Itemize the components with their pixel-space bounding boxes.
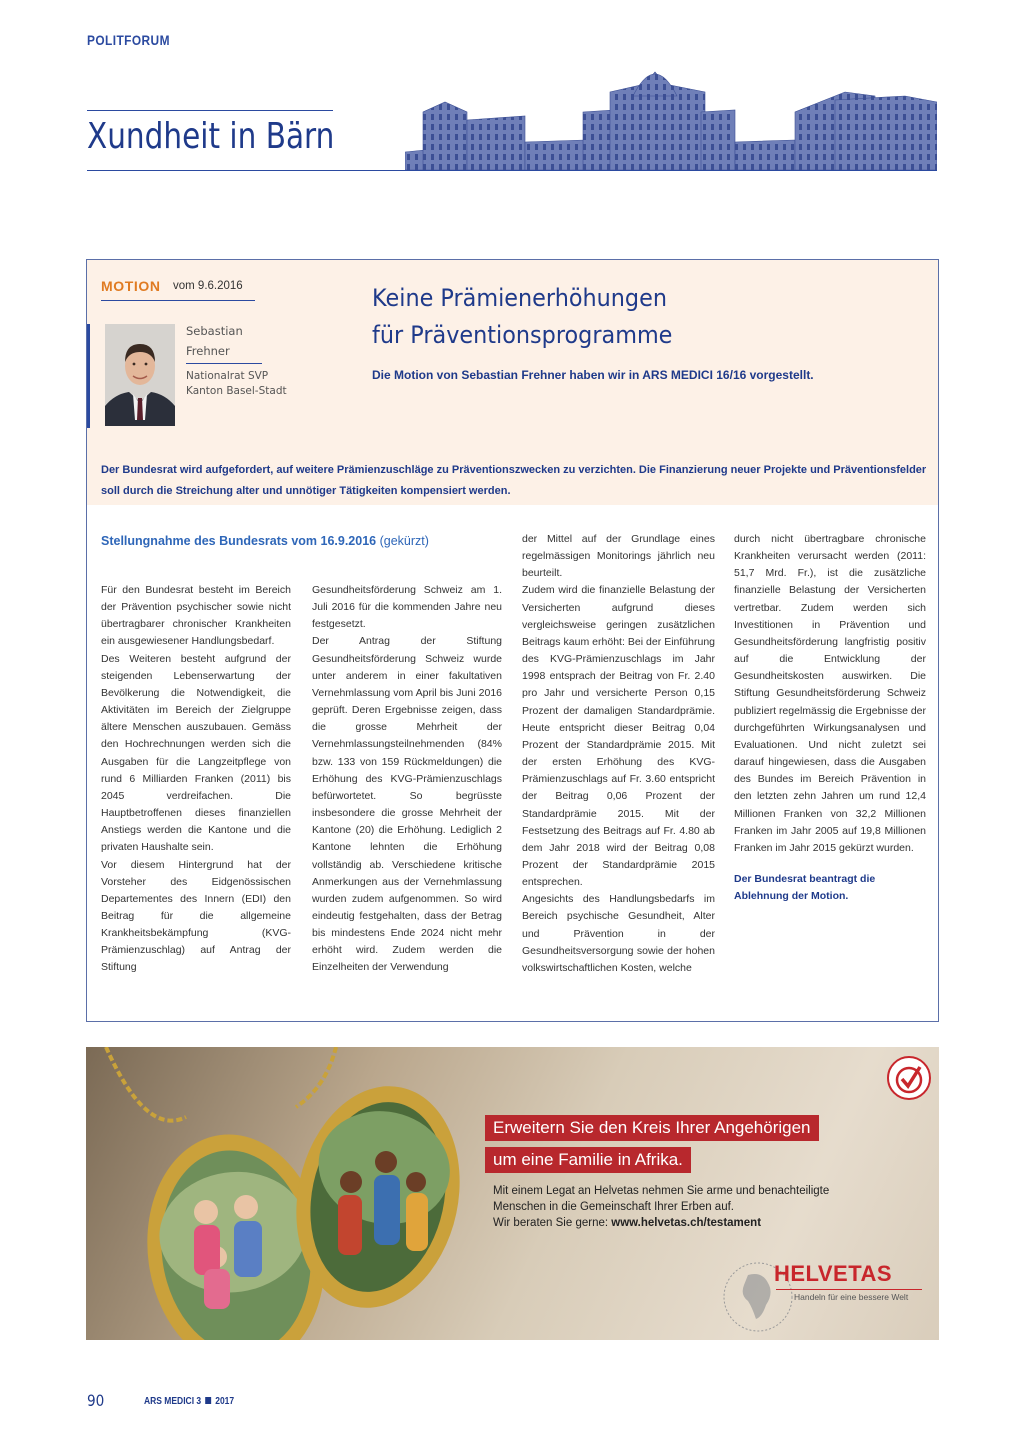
ad-body-line-3 [493,1215,913,1231]
person-canton: Kanton Basel-Stadt [186,385,287,397]
paragraph: Des Weiteren besteht aufgrund der steigenden Lebenserwartung der Bevölkerung die Notwendigkeit, die Aktivitäten im Bereich der Zielgruppe ältere Menschen auszubauen. Gemäss den Hochrechnungen werden sich die Ausgaben für die Langzeitpflege von rund 6 Milliarden Franken (2011) bis 2045 verdreifachen. Die Hauptbetroffenen dieses finanziellen Anstiegs werden die Kantone und die privaten Haushalte sein. [101,652,291,854]
headline-line-2: für Präventionsprogramme [372,321,673,349]
statement-column-2 [312,582,502,977]
paragraph: Gesundheitsförderung Schweiz am 1. Juli 2016 für die kommenden Jahre neu festgesetzt. [312,584,502,631]
footer-square-icon [205,1397,211,1404]
statement-title-main: Stellungnahme des Bundesrats vom 16.9.2016 [101,534,377,548]
photo-accent-bar [87,324,90,428]
person-last-name: Frehner [186,344,230,358]
person-rule [186,363,262,364]
ad-body-line-3-prefix: Wir beraten Sie gerne: [493,1217,609,1229]
section-label: POLITFORUM [87,32,170,48]
statement-column-4 [734,531,926,905]
helvetas-tagline: Handeln für eine bessere Welt [794,1292,909,1302]
paragraph: Der Antrag der Stiftung Gesundheitsförderung Schweiz wurde unter anderem in einer fakultativen Vernehmlassung vom April bis Juni 2016 geprüft. Deren Ergebnisse zeigen, dass die grosse Mehrheit der Vernehmlassungsteilnehmenden (84% bzw. 133 von 159 Rückmeldungen) die Erhöhung des KVG-Prämienzuschlags befürwortetet. So begrüsste insbesondere die grosse Mehrheit der Kantone (20) die Erhöhung. Lediglich 2 Kantone lehnten die Erhöhung vollständig ab. Verschiedene kritische Anmerkungen aus der Vernehmlassung wurden zudem aufgenommen. So wird eindeutig festgehalten, dass der Betrag bis mindestens Ende 2024 nicht mehr erhöht wird. Zudem werden die Einzelheiten der Verwendung [312,635,502,974]
journal-year: 2017 [215,1396,235,1407]
paragraph: Für den Bundesrat besteht im Bereich der Prävention psychischer sowie nicht übertragbarer chronischer Krankheiten ein ausgewiesener Handlungsbedarf. [101,584,291,648]
paragraph: Vor diesem Hintergrund hat der Vorsteher des Eidgenössischen Departementes des Innern (EDI) den Beitrag für die allgemeine Krankheitsbekämpfung (KVG-Prämienzuschlag) auf Antrag der Stiftung [101,858,291,974]
page-title: Xundheit in Bärn [87,116,335,157]
motion-text: Der Bundesrat wird aufgefordert, auf weitere Prämienzuschläge zu Präventionszwecken zu verzichten. Die Finanzierung neuer Projekte und Präventionsfelder soll durch die Streichung alter und unnötiger Tätigkeiten kompensiert werden. [101,464,927,497]
ad-url-link[interactable]: www.helvetas.ch/testament [611,1217,762,1229]
ad-headline-1: Erweitern Sie den Kreis Ihrer Angehörigen [485,1115,819,1141]
ad-body-line-2: Menschen in die Gemeinschaft Ihrer Erben auf. [493,1201,734,1213]
paragraph: Zudem wird die finanzielle Belastung der Versicherten aufgrund dieses vergleichsweise geringen zusätzlichen Beitrags kaum erhöht: Bei der Einführung des KVG-Prämienzuschlags im Jahr 1998 entsprach der Beitrag von Fr. 2.40 pro Jahr und versicherte Person 0,15 Prozent der damaligen Standardprämie. Heute entspricht dieser Beitrag 0,04 Prozent der Standardprämie 2015. Mit der ersten Erhöhung des KVG-Prämienzuschlags auf Fr. 3.60 entspricht der Beitrag 0,06 Prozent der Standardprämie 2015. Mit der Festsetzung des Beitrags auf Fr. 4.80 ab dem Jahr 2018 wird der Beitrag 0,08 Prozent der Standardprämie 2015 entsprechen. [522,584,715,889]
person-first-name: Sebastian [186,324,243,338]
title-rule-bottom [87,170,937,171]
title-rule-top [87,110,333,111]
paragraph: durch nicht übertragbare chronische Krankheiten verursacht werden (2011: 51,7 Mrd. Fr.), ist die zusätzliche finanzielle Belastung der Versicherten vertretbar. Zudem werden sich Investitionen in Prävention und Gesundheitsförderung langfristig positiv auf die Entwicklung der Gesundheitskosten auswirken. Die Stiftung Gesundheitsförderung Schweiz publiziert regelmässig die Ergebnisse der durchgeführten Wirkungsanalysen und Evaluationen. Und nicht zuletzt sei darauf hingewiesen, dass die Ausgaben des Bundes im Bereich Prävention in den letzten zehn Jahren um rund 12,4 Millionen Franken von 32,2 Millionen Franken im Jahr 2005 auf 19,8 Millionen Franken im Jahr 2015 gekürzt wurden. [734,533,927,854]
statement-title [101,534,429,548]
ad-body [493,1183,913,1231]
motion-date: vom 9.6.2016 [173,280,243,292]
federal-palace-illustration [405,52,937,170]
motion-lead: Die Motion von Sebastian Frehner haben wir in ARS MEDICI 16/16 vorgestellt. [372,368,814,382]
helvetas-logo-text: HELVETAS [774,1261,893,1286]
paragraph: der Mittel auf der Grundlage eines regelmässigen Monitorings jährlich neu beurteilt. [522,533,715,580]
statement-closing: Der Bundesrat beantragt die Ablehnung der Motion. [734,872,876,903]
helvetas-rule [776,1289,922,1290]
footer-journal [144,1396,234,1407]
person-role: Nationalrat SVP [186,370,269,382]
motion-rule [101,300,255,301]
statement-title-suffix: (gekürzt) [379,534,429,548]
motion-box [86,259,939,1022]
locket-photo-illustration [86,1047,486,1340]
ad-body-line-1: Mit einem Legat an Helvetas nehmen Sie arme und benachteiligte [493,1185,830,1197]
helvetas-advertisement[interactable] [86,1047,939,1340]
statement-column-1 [101,582,291,977]
ad-headline-2: um eine Familie in Afrika. [485,1147,691,1173]
paragraph: Angesichts des Handlungsbedarfs im Bereich psychische Gesundheit, Alter und Prävention in der Gesundheitsversorgung sowie der hohen volkswirtschaftlichen Kosten, welche [522,893,715,974]
headline-line-1: Keine Prämienerhöhungen [372,284,667,312]
page-number: 90 [87,1391,105,1410]
portrait-photo [105,324,175,426]
statement-column-3 [522,531,715,977]
journal-name: ARS MEDICI 3 [144,1396,202,1407]
motion-tag: MOTION [101,278,161,294]
motion-headline [372,280,893,354]
motion-summary-panel [87,260,938,505]
zewo-seal-icon [886,1055,932,1101]
